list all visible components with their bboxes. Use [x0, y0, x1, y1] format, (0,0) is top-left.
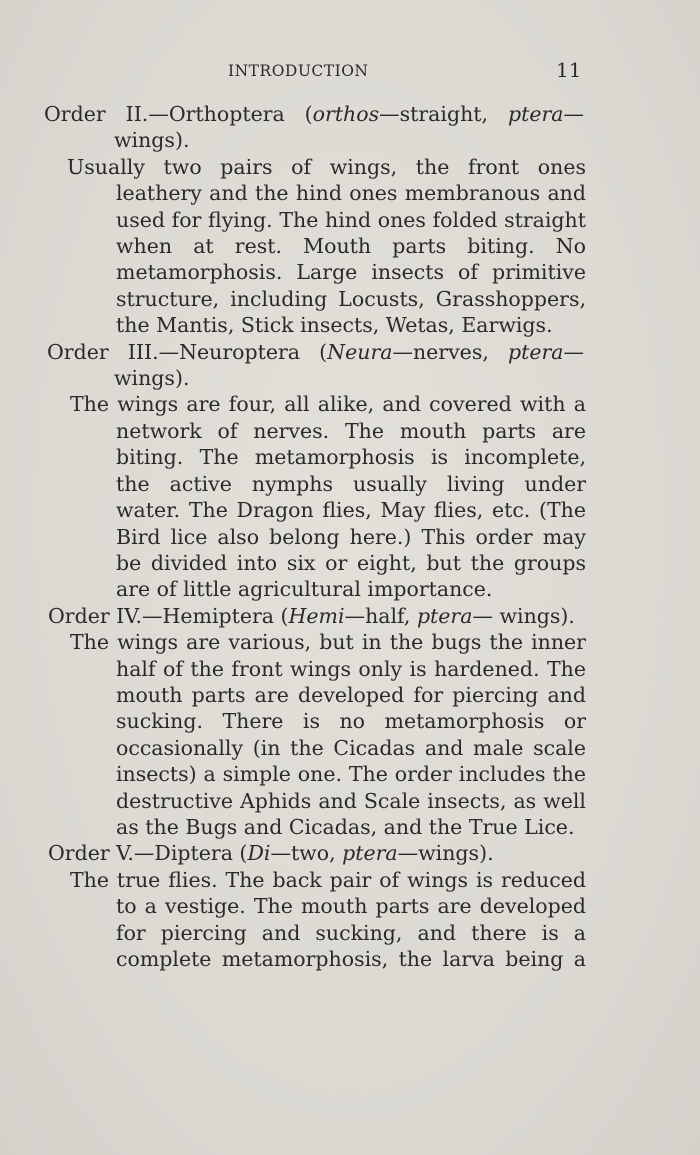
heading-tail: — wings).	[114, 339, 584, 391]
order-heading-orthoptera	[0, 101, 584, 154]
text-block	[0, 101, 700, 972]
heading-lead: Order V.—Diptera (	[48, 841, 248, 866]
order-heading-neuroptera	[0, 339, 584, 392]
heading-term: Di	[247, 841, 271, 866]
heading-term: ptera	[507, 339, 564, 364]
heading-gloss: —half,	[344, 603, 417, 628]
heading-lead: Order II.—Orthoptera (	[44, 102, 313, 126]
heading-lead: Order IV.—Hemiptera (	[48, 603, 289, 628]
heading-tail: — wings).	[472, 603, 575, 628]
heading-term: ptera	[416, 603, 473, 628]
heading-tail: —wings).	[397, 841, 494, 866]
order-description-orthoptera: Usually two pairs of wings, the front ones leathery and the hind ones membranous and used for flying. The hind ones folded straight when at rest. Mouth parts biting. No metamorphosis. Large insects of primitive structure, including Locusts, Grasshoppers, the Mantis, Stick insects, Wetas, Earwigs.	[67, 154, 586, 338]
running-head	[0, 58, 700, 84]
order-description-hemiptera: The wings are various, but in the bugs the inner half of the front wings only is hardened. The mouth parts are developed for piercing and sucking. There is no metamorphosis or occasionally (in the Cicadas and male scale insects) a simple one. The order includes the destructive Aphids and Scale insects, as well as the Bugs and Cicadas, and the True Lice.	[70, 630, 586, 839]
heading-term: ptera	[508, 102, 564, 126]
order-description-diptera: The true flies. The back pair of wings is reduced to a vestige. The mouth parts are developed for piercing and sucking, and there is a complete metamorphosis, the larva being a	[70, 867, 586, 971]
heading-gloss: —straight,	[379, 102, 508, 126]
page-number: 11	[556, 58, 582, 82]
running-title: INTRODUCTION	[228, 62, 369, 80]
order-heading-hemiptera	[0, 603, 584, 629]
heading-gloss: —two,	[270, 841, 343, 866]
heading-term: Neura	[327, 339, 393, 364]
heading-term: ptera	[342, 841, 398, 866]
heading-gloss: —nerves,	[392, 339, 508, 364]
order-heading-diptera	[0, 840, 584, 866]
heading-tail: — wings).	[114, 102, 585, 153]
order-description-neuroptera: The wings are four, all alike, and covered with a network of nerves. The mouth parts are biting. The metamorphosis is incomplete, the active nymphs usually living under water. The Dragon flies, May flies, etc. (The Bird lice also belong here.) This order may be divided into six or eight, but the groups are of little agricultural importance.	[70, 392, 586, 602]
heading-term: orthos	[312, 102, 380, 126]
heading-lead: Order III.—Neuroptera (	[47, 339, 328, 364]
heading-term: Hemi	[288, 603, 345, 628]
